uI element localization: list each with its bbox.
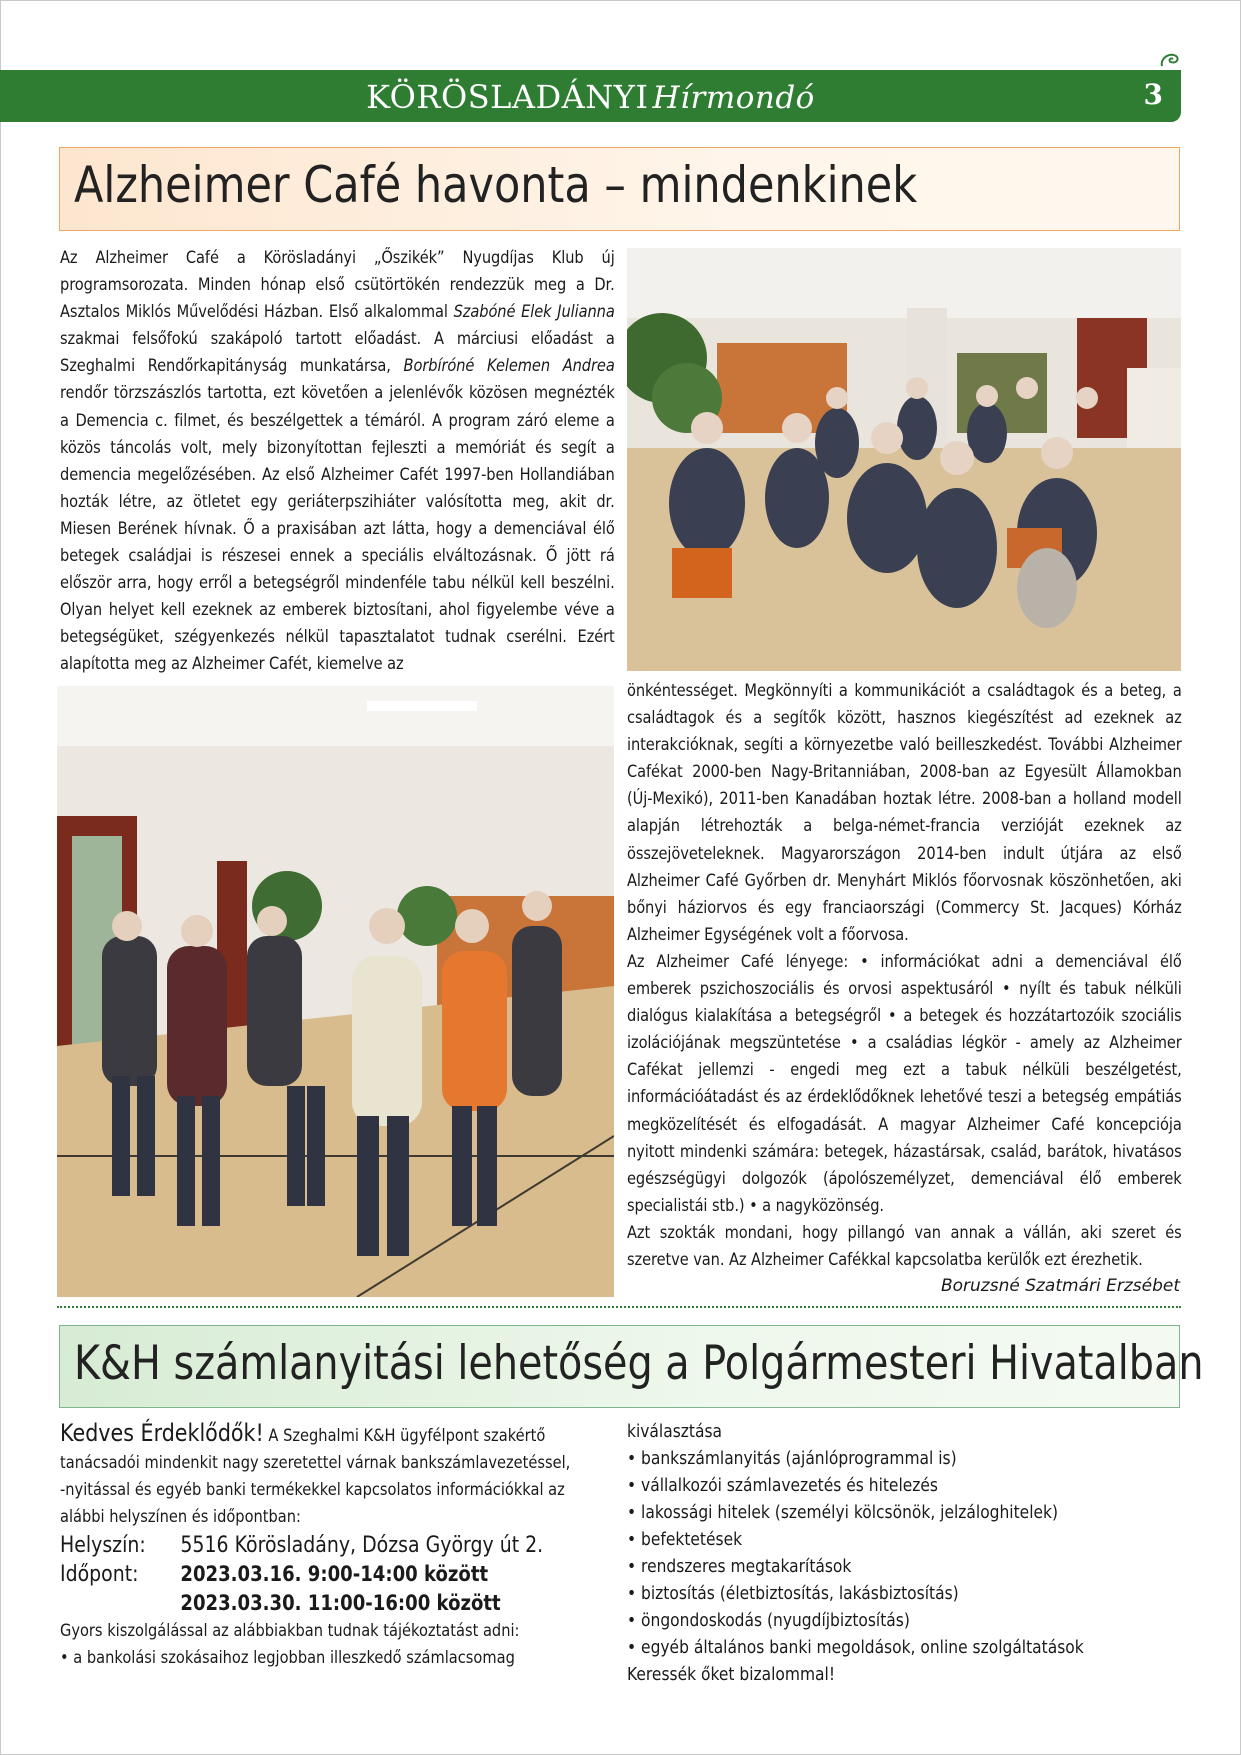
author-signature: Boruzsné Szatmári Erzsébet	[940, 1276, 1180, 1296]
newspaper-title	[0, 78, 1181, 116]
speaker-name: Szabóné Elek Julianna	[453, 302, 615, 323]
article-headline-box	[59, 1325, 1204, 1408]
article-paragraph: Az Alzheimer Café lényege: • információkat adni a demenciával élő emberek pszichoszociális és orvosi aspektusáról • nyílt és tabuk nélküli dialógus kialakítása a betegségről • a betegek és hozzátartozóik szociális izolációjának megszüntetése • a családias légkör - amely az Alzheimer Cafékat jellemzi - engedi meg ezt a tabuk nélküli beszélgetést, információátadást és az érdeklődőknek lehetővé teszi a betegség empátiás megközelítését és elfogadását. A magyar Alzheimer Café koncepciója nyitott mindenki számára: betegek, házastársak, család, barátok, hivatásos egészségügyi dolgozók (ápolószemélyzet, demenciával élő emberek specialistái stb.) • a nagyközönség.	[627, 951, 1182, 1216]
article-headline-box	[59, 147, 1180, 231]
intro-text: A Szeghalmi K&H ügyfélpont szakértő	[263, 1426, 546, 1446]
page-number: 3	[1143, 78, 1163, 111]
speaker-name: Borbíróné Kelemen Andrea	[403, 356, 615, 377]
time-label: Időpont:	[60, 1562, 139, 1587]
photo-seated-group	[627, 248, 1181, 671]
service-bullet: • lakossági hitelek (személyi kölcsönök, jelzáloghitelek)	[627, 1502, 1059, 1523]
masthead-bar	[0, 70, 1181, 122]
text-run: rendőr törzszászlós tartotta, ezt követően a jelenlévők közösen megnézték a Demencia c. filmet, és beszélgettek a témáról. A program záró eleme a közös táncolás volt, mely bizonyítottan fejleszti a memóriát és segít a demencia megelőzésében. Az első Alzheimer Cafét 1997-ben Hollandiában hozták létre, az ötletet egy geriáterpszihiáter valósította meg, akit dr. Miesen Berének hívnak. Ő a praxisában azt látta, hogy a demenciával élő betegek családjai is részesei ennek a speciális elváltozásnak. Ő jött rá először arra, hogy erről a betegségről mindenféle tabu nélkül kell beszélni. Olyan helyet kell ezeknek az emberek biztosítani, ahol figyelembe véve a betegségüket, szégyenkezés nélkül tapasztalatot tudnak cserélni. Ezért alapította meg az Alzheimer Cafét, kiemelve az	[60, 383, 615, 675]
article-paragraph: önkéntességet. Megkönnyíti a kommunikációt a családtagok és a beteg, a családtagok és a segítők között, hasznos kiegészítést ad ezeknek az interakcióknak, segíti a környezetbe való beilleszkedést. További Alzheimer Cafékat 2000-ben Nagy-Britanniában, 2008-ban az Egyesült Államokban (Új-Mexikó), 2011-ben Kanadában hoztak létre. 2008-ban a holland modell alapján létrehozták a belga-német-francia verzióját ezeknek az összejöveteleknek. Magyarországon 2014-ben indult útjára az első Alzheimer Café Győrben dr. Menyhárt Miklós főorvosnak köszönhetően, aki bőnyi háziorvos és egy franciaországi (Commercy St. Jacques) Kórház Alzheimer Egységének volt a főorvosa.	[627, 681, 1182, 945]
swirl-ornament-icon	[1158, 50, 1182, 72]
kh-left-column	[60, 1420, 615, 1672]
brand-script: Hírmondó	[652, 80, 815, 116]
text-run: szakmai felsőfokú szakápoló tartott előadást. A márciusi előadást a Szeghalmi Rendőrkapitányság munkatársa,	[60, 329, 615, 377]
closing-line: Keressék őket bizalommal!	[627, 1664, 836, 1685]
brand-name: KÖRÖSLADÁNYI	[366, 78, 649, 116]
location-label: Helyszín:	[60, 1533, 146, 1558]
kh-intro-line: tanácsadói mindenkit nagy szeretettel várnak bankszámlavezetéssel,	[60, 1453, 571, 1473]
time-row	[60, 1589, 537, 1618]
article-paragraph	[60, 245, 615, 679]
service-bullet: • biztosítás (életbiztosítás, lakásbiztosítás)	[627, 1583, 959, 1604]
greeting: Kedves Érdeklődők!	[60, 1419, 264, 1447]
kh-intro-line	[60, 1419, 546, 1450]
service-bullet: • egyéb általános banki megoldások, online szolgáltatások	[627, 1637, 1084, 1658]
kh-right-column	[627, 1418, 1182, 1688]
service-bullet: • vállalkozói számlavezetés és hitelezés	[627, 1475, 939, 1496]
service-bullet: • öngondoskodás (nyugdíjbiztosítás)	[627, 1610, 910, 1631]
article-title: K&H számlanyitási lehetőség a Polgármesteri Hivatalban	[74, 1336, 1204, 1391]
service-bullet: • rendszeres megtakarítások	[627, 1556, 852, 1577]
time-value: 2023.03.30. 11:00-16:00 között	[180, 1591, 501, 1615]
service-bullet: • befektetések	[627, 1529, 743, 1550]
time-row	[60, 1560, 537, 1589]
kh-intro-line: -nyitással és egyéb banki termékekkel kapcsolatos információkkal az	[60, 1480, 565, 1500]
service-bullet: • bankszámlanyitás (ajánlóprogrammal is)	[627, 1448, 957, 1469]
article-paragraph: Azt szokták mondani, hogy pillangó van annak a vállán, aki szeret és szeretve van. Az Alzheimer Cafékkal kapcsolatba kerülők ezt érezhetik.	[627, 1222, 1182, 1270]
service-bullet: kiválasztása	[627, 1421, 723, 1442]
section-divider	[57, 1306, 1181, 1308]
article-column-right	[627, 678, 1182, 1274]
article-title: Alzheimer Café havonta – mindenkinek	[74, 156, 918, 214]
kh-intro-line: alábbi helyszínen és időpontban:	[60, 1507, 301, 1527]
photo-dancing-circle	[57, 686, 614, 1297]
location-value: 5516 Körösladány, Dózsa György út 2.	[180, 1533, 544, 1558]
location-row	[60, 1531, 544, 1560]
article-column-left	[60, 245, 615, 679]
info-intro: Gyors kiszolgálással az alábbiakban tudnak tájékoztatást adni:	[60, 1621, 520, 1641]
text-run: Az Alzheimer Café a Körösladányi „Őszikék” Nyugdíjas Klub új programsorozata. Minden hónap első csütörtökén rendezzük meg a Dr. Asztalos Miklós Művelődési Házban. Első alkalommal	[60, 248, 615, 323]
time-value: 2023.03.16. 9:00-14:00 között	[180, 1562, 489, 1586]
service-bullet: • a bankolási szokásaihoz legjobban illeszkedő számlacsomag	[60, 1648, 515, 1668]
